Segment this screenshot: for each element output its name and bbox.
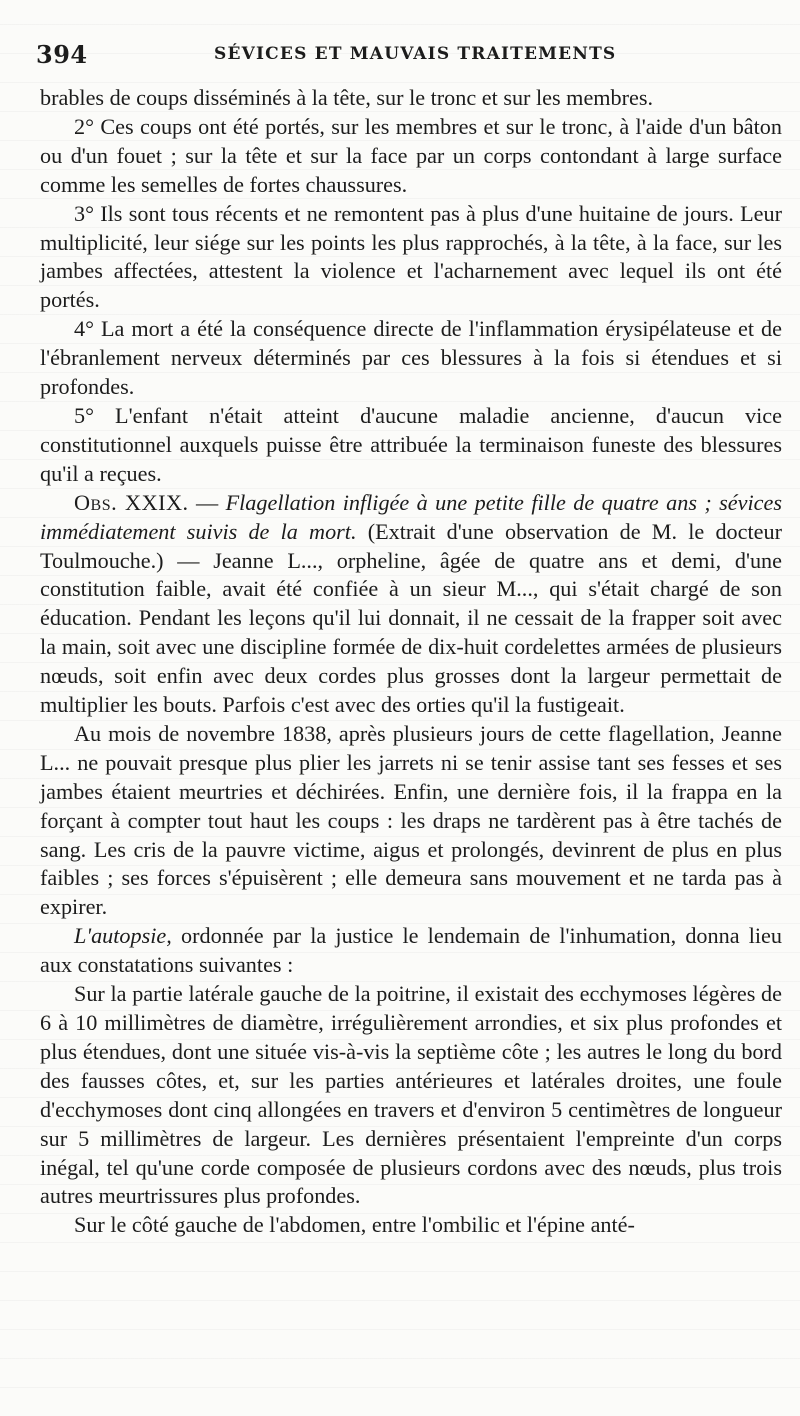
observation-dash: — bbox=[188, 489, 226, 515]
observation-paragraph bbox=[40, 489, 782, 720]
autopsy-text: ordonnée par la justice le lendemain de l'inhumation, donna lieu aux constatations suivantes : bbox=[40, 923, 782, 978]
autopsy-term: L'autopsie, bbox=[74, 923, 172, 949]
paragraph-autopsy bbox=[40, 922, 782, 980]
paragraph-continuation: brables de coups disséminés à la tête, sur le tronc et sur les membres. bbox=[40, 85, 654, 110]
running-title: SÉVICES ET MAUVAIS TRAITEMENTS bbox=[214, 44, 617, 64]
observation-title: Flagellation infligée à une petite fille de quatre ans ; sévices immédiatement suivis de la mort. bbox=[40, 489, 782, 544]
paragraph-abdomen-findings: Sur le côté gauche de l'abdomen, entre l'ombilic et l'épine anté- bbox=[74, 1212, 635, 1238]
page-number: 394 bbox=[36, 40, 88, 69]
paragraph-point-3: 3° Ils sont tous récents et ne remontent pas à plus d'une huitaine de jours. Leur multiplicité, leur siége sur les points les plus rapprochés, à la tête, à la face, sur les jambes affectées, attestent la violence et l'acharnement avec lequel ils ont été portés. bbox=[40, 200, 782, 313]
observation-body: (Extrait d'une observation de M. le docteur Toulmouche.) — Jeanne L..., orpheline, âgée de quatre ans et demi, d'une constitution faible, avait été confiée à un sieur M..., qui s'était chargé de son éducation. Pendant les leçons qu'il lui donnait, il ne cessait de la frapper soit avec la main, soit avec une discipline formée de dix-huit cordelettes armées de plusieurs nœuds, soit enfin avec deux cordes plus grosses dont la largeur permettait de multiplier les bouts. Parfois c'est avec des orties qu'il la fustigeait. bbox=[40, 518, 782, 718]
body-text bbox=[40, 84, 782, 1240]
paragraph-chest-findings: Sur la partie latérale gauche de la poitrine, il existait des ecchymoses légères de 6 à 10 millimètres de diamètre, irrégulièrement arrondies, et six plus profondes et plus étendues, dont une située vis-à-vis la septième côte ; les autres le long du bord des fausses côtes, et, sur les parties antérieures et latérales droites, une foule d'ecchymoses dont cinq allongées en travers et d'environ 5 centimètres de longueur sur 5 millimètres de largeur. Les dernières présentaient l'empreinte d'un corps inégal, tel qu'une corde composée de plusieurs cordons avec des nœuds, plus trois autres meurtrissures plus profondes. bbox=[40, 981, 782, 1209]
paragraph-november-1838: Au mois de novembre 1838, après plusieurs jours de cette flagellation, Jeanne L... ne pouvait presque plus plier les jarrets ni se tenir assise tant ses fesses et ses jambes étaient meurtries et déchirées. Enfin, une dernière fois, il la frappa en la forçant à compter tout haut les coups : les draps ne tardèrent pas à être tachés de sang. Les cris de la pauvre victime, aigus et prolongés, devinrent de plus en plus faibles ; ses forces s'épuisèrent ; elle demeura sans mouvement et ne tarda pas à expirer. bbox=[40, 720, 782, 920]
paragraph-point-2: 2° Ces coups ont été portés, sur les membres et sur le tronc, à l'aide d'un bâton ou d'un fouet ; sur la tête et sur la face par un corps contondant à large surface comme les semelles de fortes chaussures. bbox=[40, 113, 782, 197]
paragraph-point-5: 5° L'enfant n'était atteint d'aucune maladie ancienne, d'aucun vice constitutionnel auxquels puisse être attribuée la terminaison funeste des blessures qu'il a reçues. bbox=[40, 402, 782, 486]
paragraph-point-4: 4° La mort a été la conséquence directe de l'inflammation érysipélateuse et de l'ébranlement nerveux déterminés par ces blessures à la fois si étendues et si profondes. bbox=[40, 316, 782, 400]
page-header bbox=[36, 40, 796, 74]
observation-label: Obs. XXIX. bbox=[74, 489, 189, 515]
